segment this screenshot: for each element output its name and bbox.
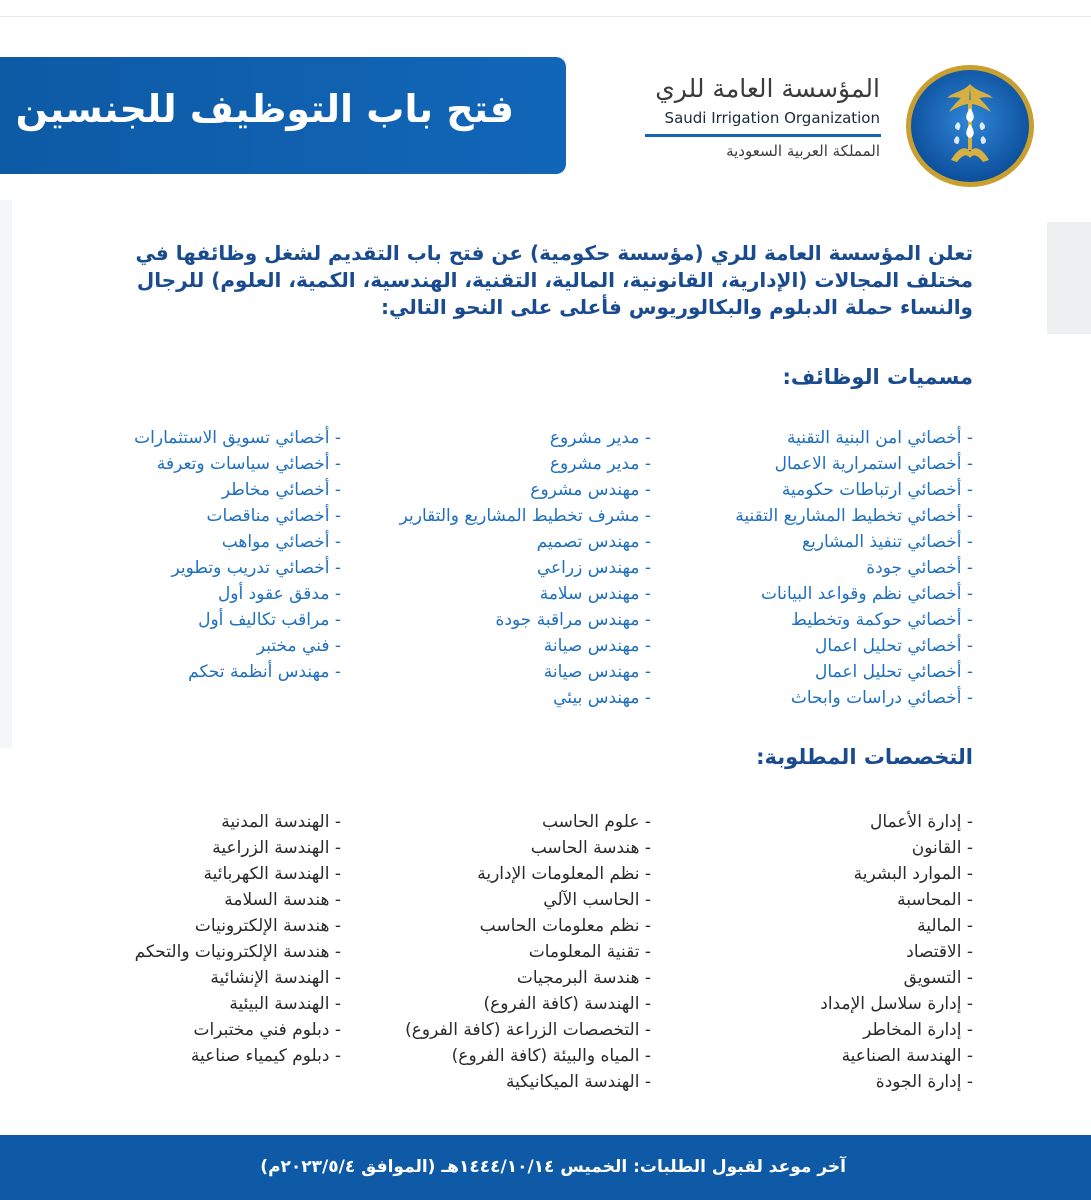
- major-item: - هندسة الحاسب: [530, 838, 651, 858]
- org-country: المملكة العربية السعودية: [726, 142, 880, 160]
- job-item: - مهندس بيئي: [553, 688, 651, 708]
- major-item: - الهندسة الميكانيكية: [505, 1072, 651, 1092]
- major-item: - الهندسة المدنية: [221, 812, 341, 832]
- major-item: - الهندسة الكهربائية: [203, 864, 341, 884]
- major-item: - الهندسة البيئية: [229, 994, 341, 1014]
- job-item: - أخصائي تسويق الاستثمارات: [134, 428, 341, 448]
- jobs-column-1: [735, 425, 973, 711]
- application-deadline: آخر موعد لقبول الطلبات: الخميس ١٤٤٤/١٠/١٤هـ (الموافق ٢٠٢٣/٥/٤م): [260, 1157, 846, 1177]
- job-item: - أخصائي استمرارية الاعمال: [774, 454, 973, 474]
- job-item: - مدير مشروع: [549, 454, 651, 474]
- major-item: - هندسة الإلكترونيات: [194, 916, 341, 936]
- job-item: - أخصائي تحليل اعمال: [815, 636, 973, 656]
- job-item: - أخصائي امن البنية التقنية: [787, 428, 973, 448]
- major-item: - هندسة السلامة: [224, 890, 341, 910]
- job-item: - مراقب تكاليف أول: [198, 610, 341, 630]
- major-item: - دبلوم فني مختبرات: [193, 1020, 341, 1040]
- major-item: - تقنية المعلومات: [528, 942, 651, 962]
- major-item: - هندسة الإلكترونيات والتحكم: [134, 942, 341, 962]
- top-divider: [0, 16, 1091, 17]
- major-item: - نظم معلومات الحاسب: [479, 916, 651, 936]
- major-item: - الاقتصاد: [906, 942, 973, 962]
- job-item: - مهندس مشروع: [530, 480, 651, 500]
- major-item: - إدارة الجودة: [875, 1072, 973, 1092]
- majors-column-3: [135, 809, 341, 1069]
- job-item: - أخصائي تنفيذ المشاريع: [802, 532, 973, 552]
- job-item: - مهندس صيانة: [543, 636, 651, 656]
- major-item: - إدارة سلاسل الإمداد: [820, 994, 973, 1014]
- majors-column-1: [820, 809, 973, 1095]
- major-item: - إدارة الأعمال: [870, 812, 973, 832]
- job-item: - أخصائي مخاطر: [221, 480, 341, 500]
- major-item: - الهندسة الإنشائية: [210, 968, 341, 988]
- majors-column-2: [405, 809, 651, 1095]
- org-logo-icon: [903, 62, 1037, 190]
- job-item: - أخصائي ارتباطات حكومية: [781, 480, 973, 500]
- job-item: - أخصائي تخطيط المشاريع التقنية: [735, 506, 973, 526]
- major-item: - الهندسة (كافة الفروع): [483, 994, 651, 1014]
- job-item: - مدير مشروع: [549, 428, 651, 448]
- job-item: - مشرف تخطيط المشاريع والتقارير: [399, 506, 651, 526]
- org-name-english: Saudi Irrigation Organization: [664, 109, 880, 127]
- major-item: - نظم المعلومات الإدارية: [477, 864, 651, 884]
- major-item: - التخصصات الزراعة (كافة الفروع): [405, 1020, 651, 1040]
- org-underline: [645, 134, 881, 137]
- job-item: - أخصائي تحليل اعمال: [815, 662, 973, 682]
- major-item: - المحاسبة: [897, 890, 973, 910]
- footer-bar: [0, 1135, 1091, 1200]
- job-item: - أخصائي تدريب وتطوير: [171, 558, 341, 578]
- jobs-column-2: [400, 425, 651, 711]
- jobs-section-title: مسميات الوظائف:: [782, 365, 973, 389]
- intro-paragraph: تعلن المؤسسة العامة للري (مؤسسة حكومية) عن فتح باب التقديم لشغل وظائفها في مختلف المجالات (الإدارية، القانونية، المالية، التقنية، الهندسية، الكمية، العلوم) للرجال والنساء حملة الدبلوم والبكالوريوس فأعلى على النحو التالي:: [135, 241, 973, 319]
- major-item: - هندسة البرمجيات: [516, 968, 651, 988]
- major-item: - القانون: [911, 838, 973, 858]
- major-item: - إدارة المخاطر: [863, 1020, 973, 1040]
- job-item: - مهندس مراقبة جودة: [495, 610, 651, 630]
- major-item: - المالية: [917, 916, 973, 936]
- major-item: - الهندسة الصناعية: [841, 1046, 973, 1066]
- major-item: - الحاسب الآلي: [543, 890, 651, 910]
- banner-title: فتح باب التوظيف للجنسين: [15, 87, 514, 131]
- majors-section-title: التخصصات المطلوبة:: [756, 745, 973, 769]
- title-banner: [0, 57, 566, 174]
- major-item: - التسويق: [903, 968, 973, 988]
- job-item: - أخصائي حوكمة وتخطيط: [791, 610, 973, 630]
- job-item: - مهندس زراعي: [536, 558, 651, 578]
- job-item: - مهندس صيانة: [543, 662, 651, 682]
- major-item: - الموارد البشرية: [853, 864, 973, 884]
- job-item: - مدقق عقود أول: [217, 584, 341, 604]
- jobs-column-3: [134, 425, 341, 685]
- org-name-arabic: المؤسسة العامة للري: [655, 74, 880, 103]
- major-item: - الهندسة الزراعية: [212, 838, 341, 858]
- job-item: - مهندس أنظمة تحكم: [188, 662, 341, 682]
- job-item: - أخصائي جودة: [866, 558, 973, 578]
- job-item: - فني مختبر: [256, 636, 341, 656]
- major-item: - المياه والبيئة (كافة الفروع): [451, 1046, 651, 1066]
- job-item: - أخصائي سياسات وتعرفة: [156, 454, 341, 474]
- job-item: - مهندس سلامة: [539, 584, 651, 604]
- job-item: - أخصائي نظم وقواعد البيانات: [761, 584, 973, 604]
- job-item: - أخصائي مواهب: [221, 532, 341, 552]
- major-item: - دبلوم كيمياء صناعية: [190, 1046, 341, 1066]
- major-item: - علوم الحاسب: [541, 812, 651, 832]
- job-item: - مهندس تصميم: [536, 532, 651, 552]
- left-side-strip: [0, 200, 12, 748]
- job-item: - أخصائي مناقصات: [206, 506, 341, 526]
- job-item: - أخصائي دراسات وابحاث: [790, 688, 973, 708]
